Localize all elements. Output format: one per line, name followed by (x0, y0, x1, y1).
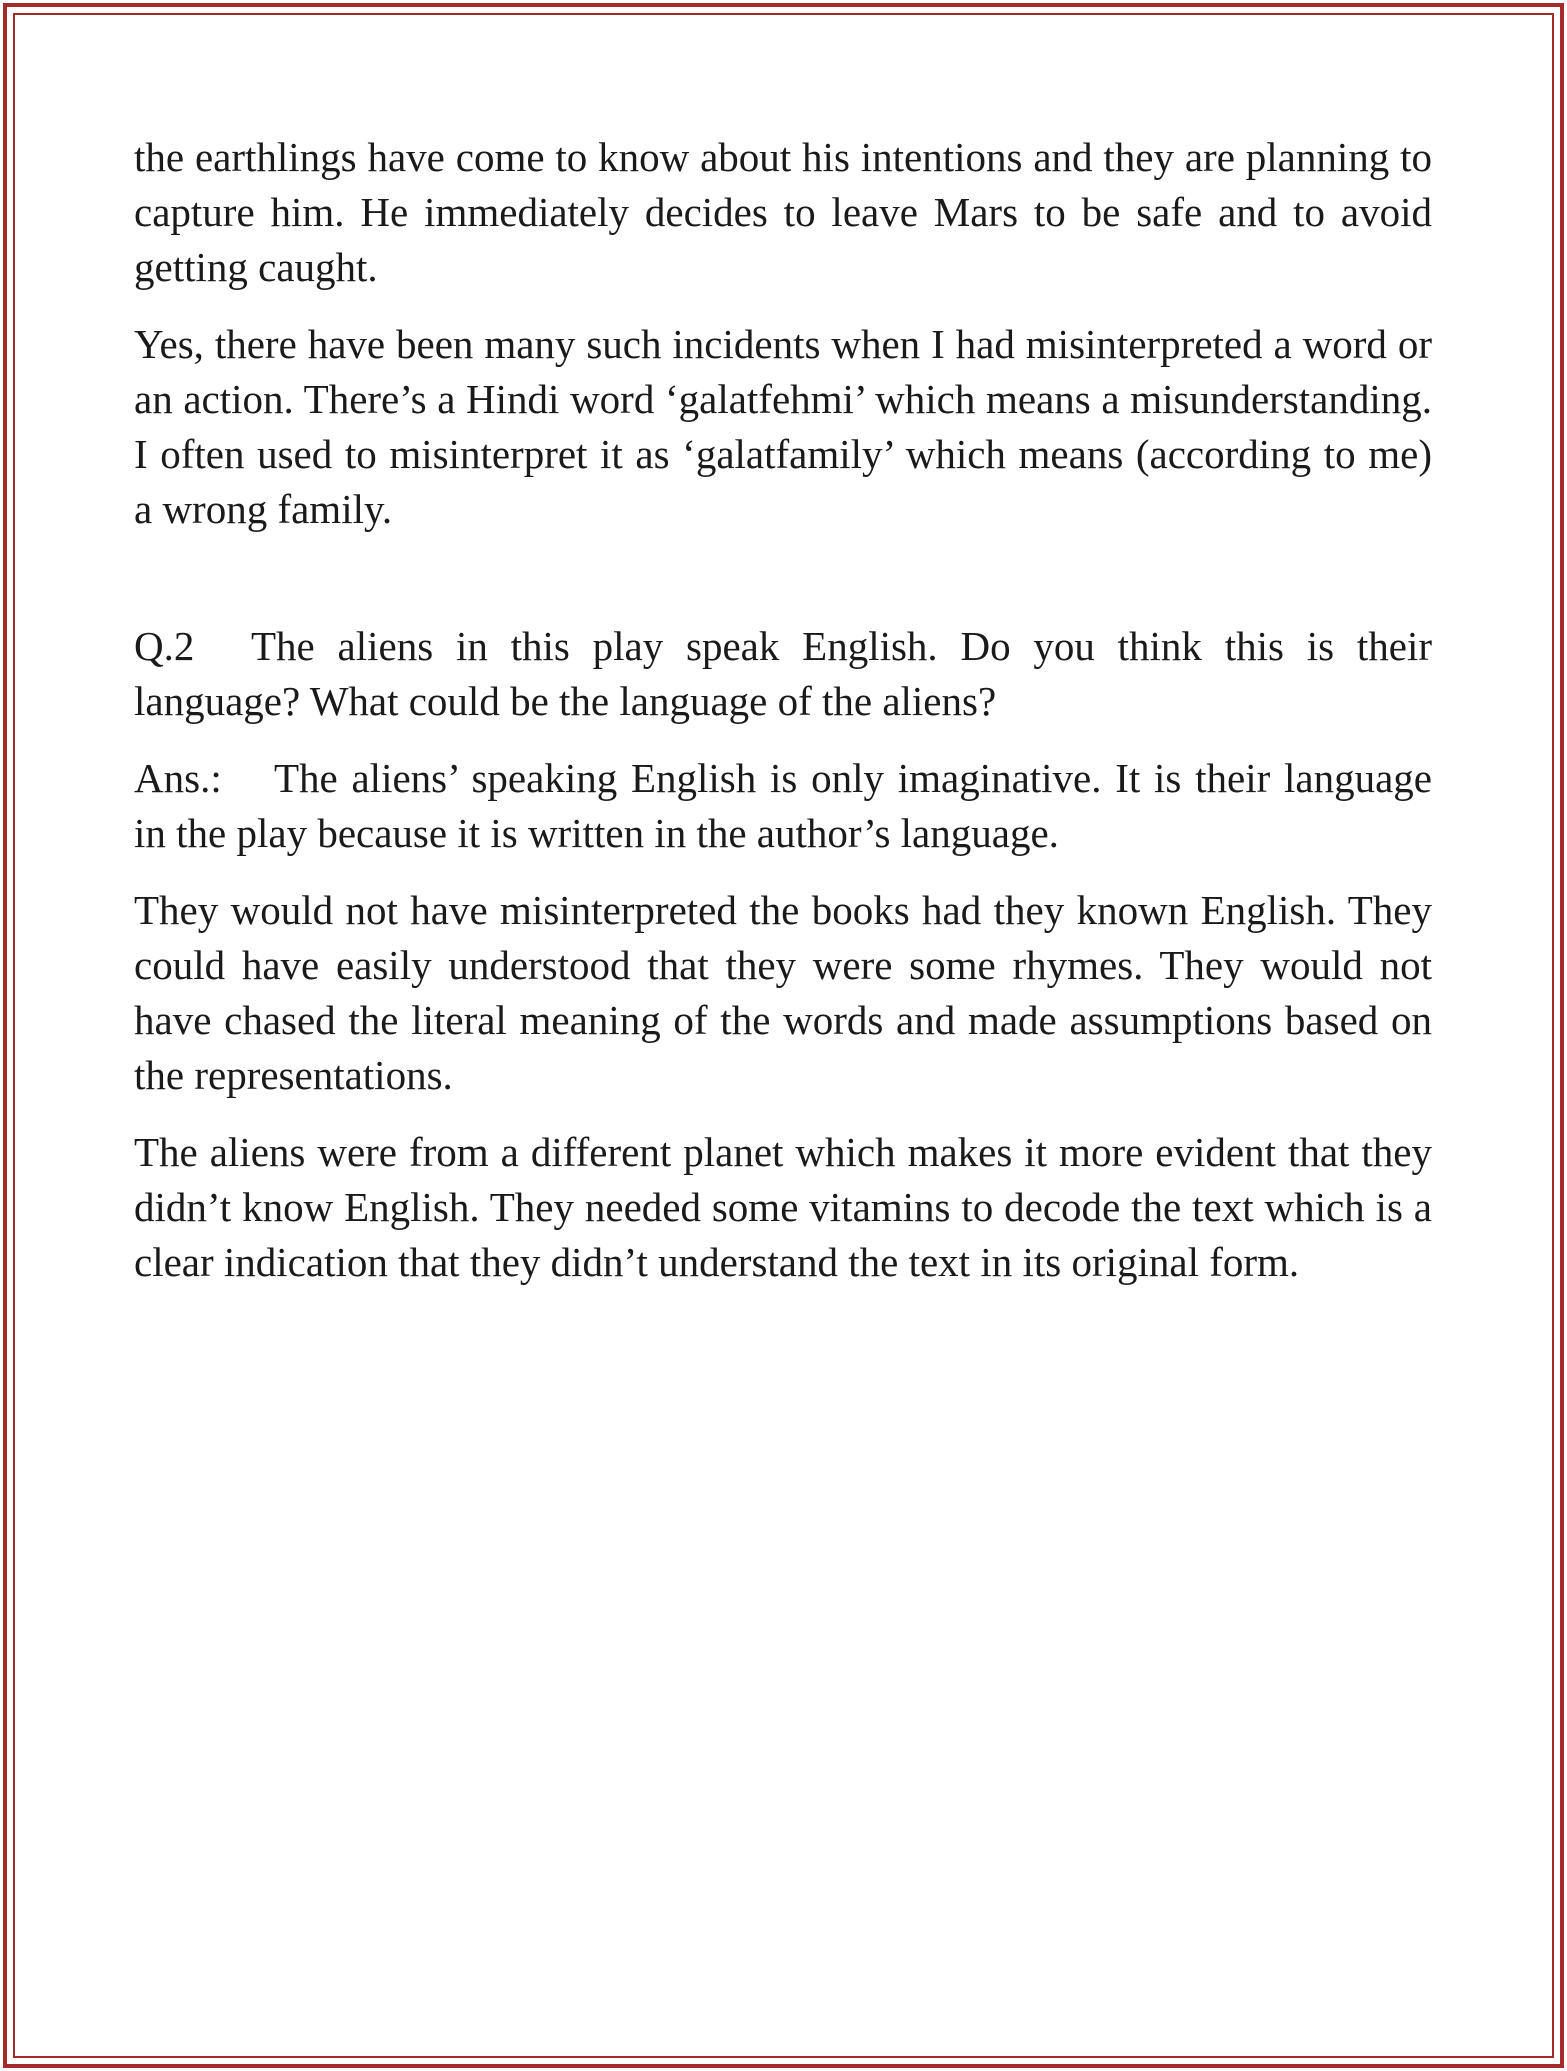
paragraph-continuation: the earthlings have come to know about his intentions and they are planning to capture him. He immediately decides to leave Mars to be safe and to avoid getting caught. (134, 134, 1432, 290)
section-spacer (134, 559, 1432, 619)
answer-paragraph-2: They would not have misinterpreted the books had they known English. They could have easily understood that they were some rhymes. They would not have chased the literal meaning of the words and made assumptions based on the representations. (134, 887, 1432, 1098)
document-body (134, 130, 1432, 1312)
answer-2 (134, 751, 1432, 861)
answer-label: Ans.: (134, 755, 222, 801)
answer-paragraph-3: The aliens were from a different planet which makes it more evident that they didn’t know English. They needed some vitamins to decode the text which is a clear indication that they didn’t understand the text in its original form. (134, 1129, 1432, 1285)
question-text: The aliens in this play speak English. Do you think this is their language? What could be the language of the aliens? (134, 623, 1432, 724)
question-2 (134, 619, 1432, 729)
answer-text: The aliens’ speaking English is only imaginative. It is their language in the play because it is written in the author’s language. (134, 755, 1432, 856)
paragraph-personal-example: Yes, there have been many such incidents when I had misinterpreted a word or an action. There’s a Hindi word ‘galatfehmi’ which means a misunderstanding. I often used to misinterpret it as ‘galatfamily’ which means (according to me) a wrong family. (134, 321, 1432, 532)
question-label: Q.2 (134, 623, 195, 669)
